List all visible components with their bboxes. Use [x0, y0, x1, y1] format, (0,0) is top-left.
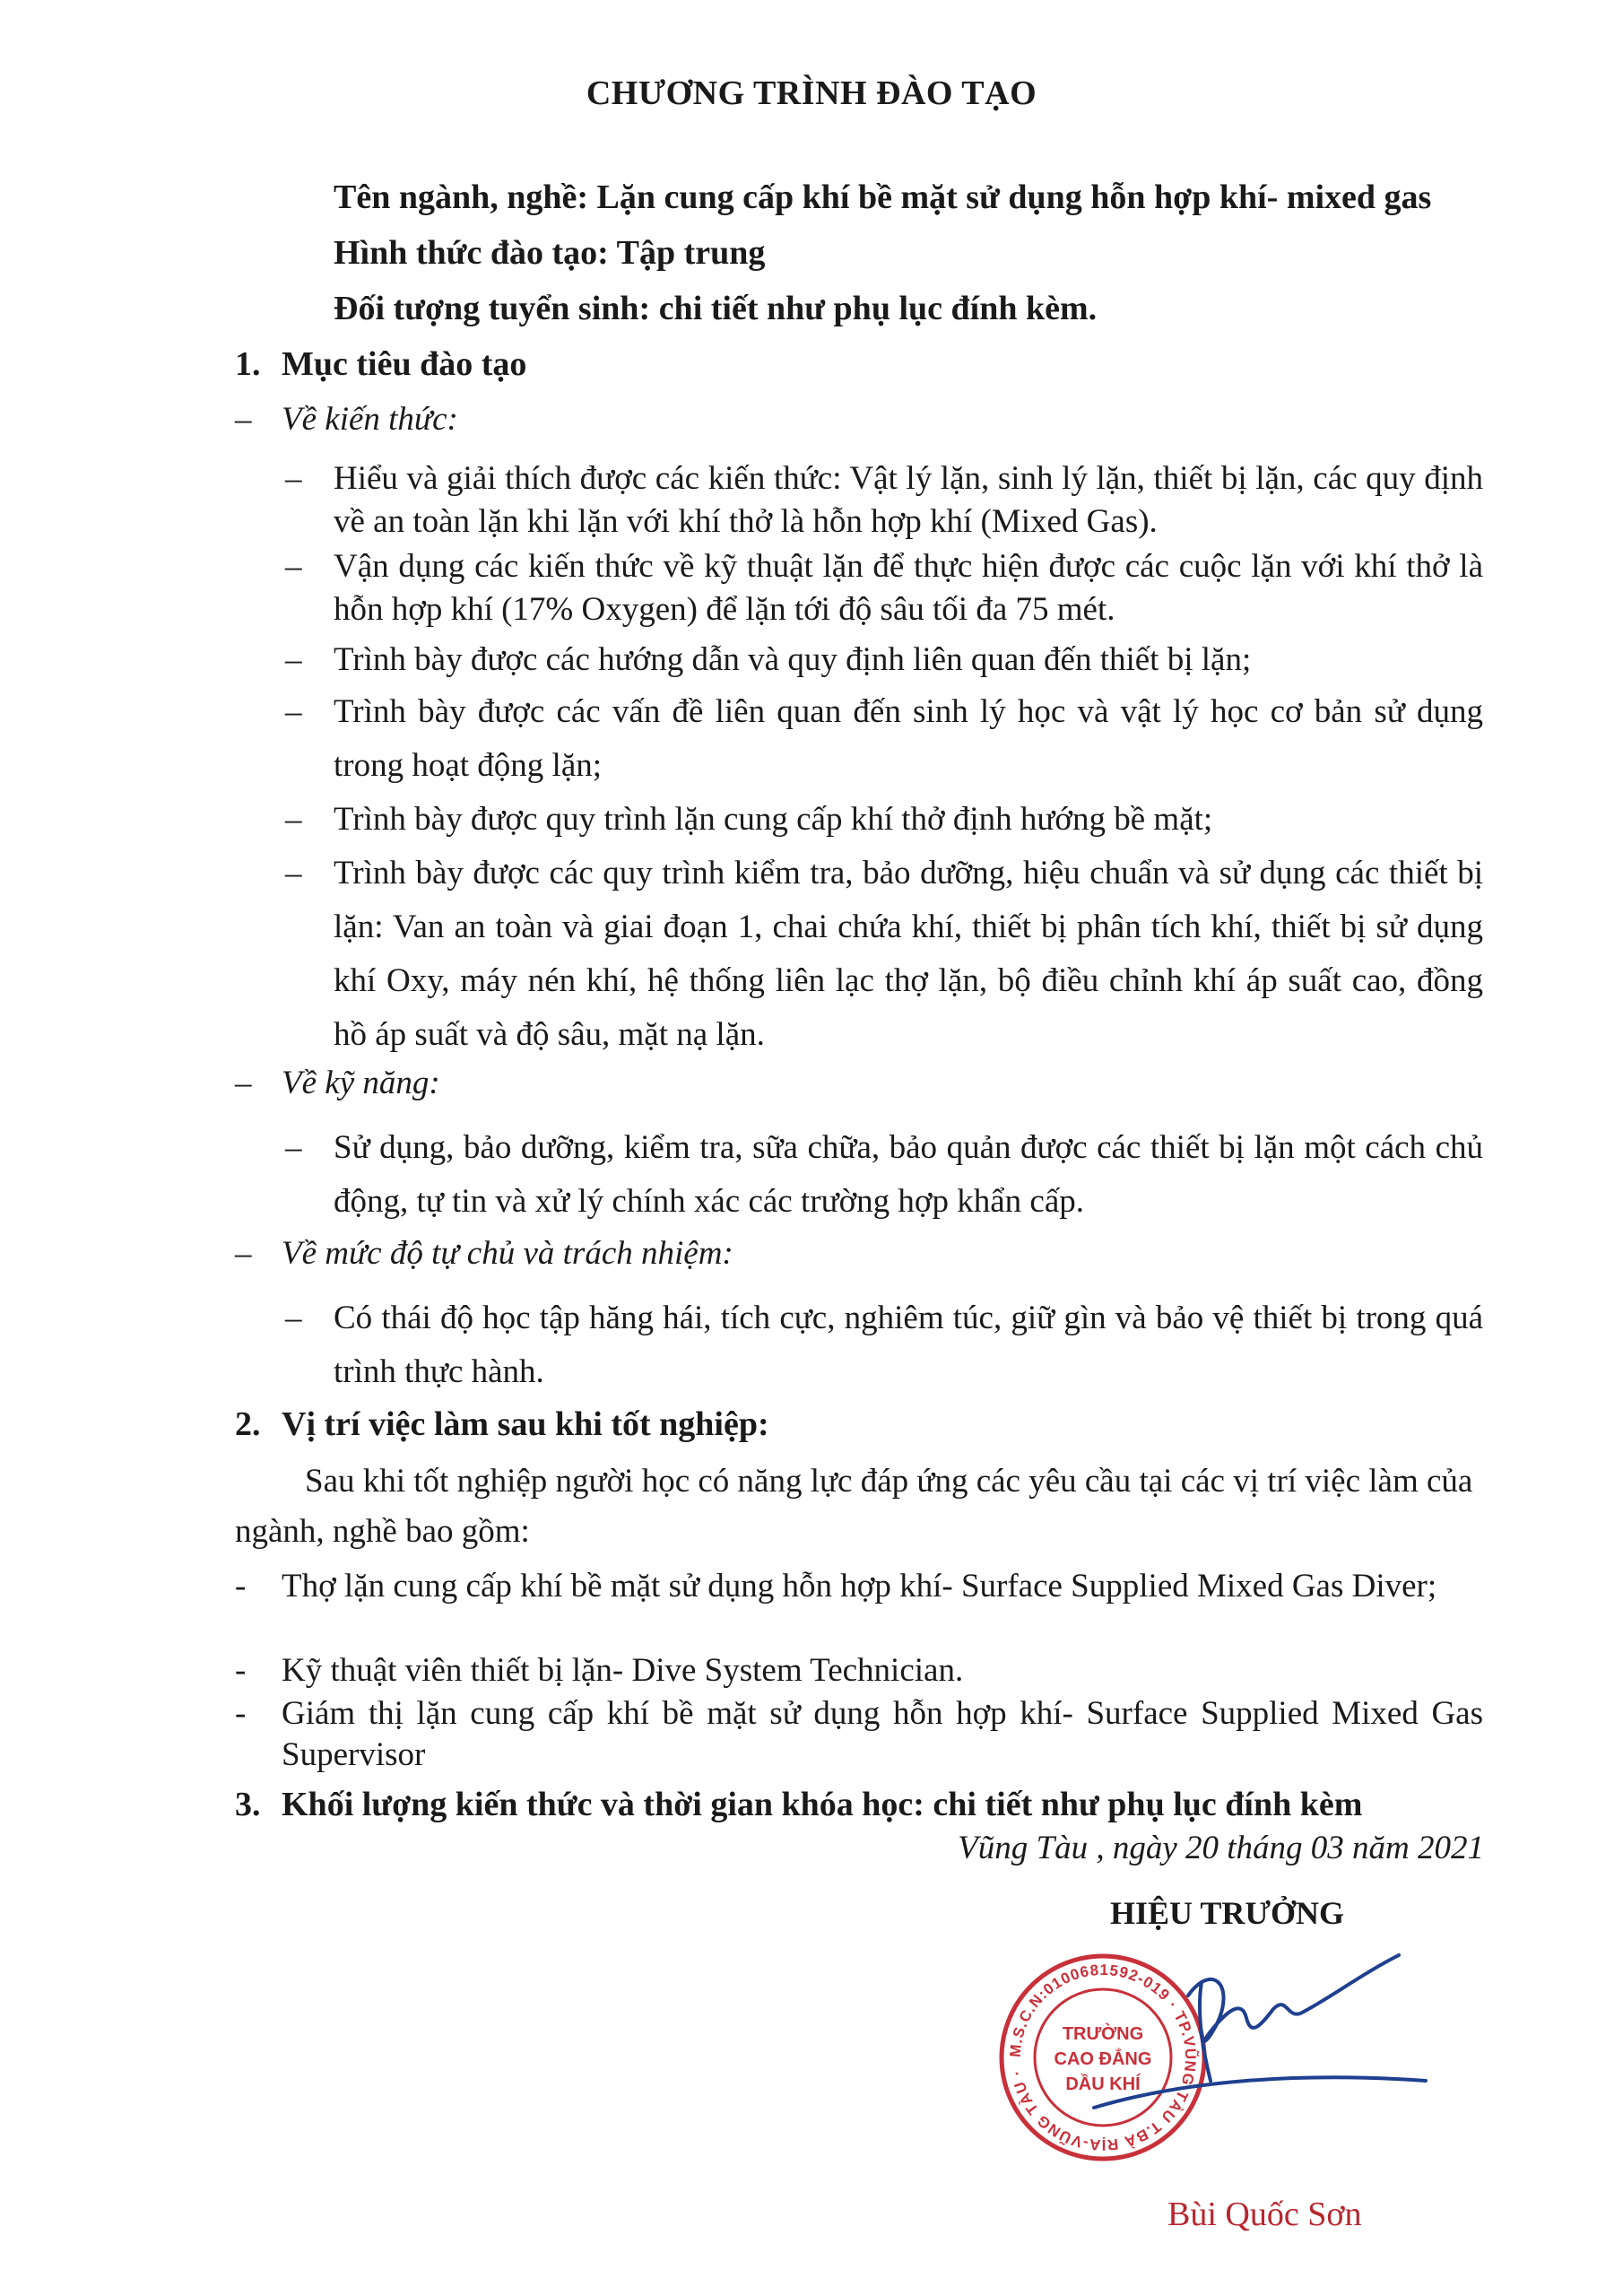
stamp-line-3: DẦU KHÍ — [1065, 2074, 1141, 2094]
handwritten-signature — [1076, 1946, 1435, 2170]
section-number: 2. — [235, 1405, 261, 1443]
item-text: Giám thị lặn cung cấp khí bề mặt sử dụng hỗn hợp khí- Surface Supplied Mixed Gas Supervisor — [282, 1695, 1483, 1773]
training-form: Hình thức đào tạo: Tập trung — [334, 234, 766, 272]
item-text: Trình bày được quy trình lặn cung cấp khí thở định hướng bề mặt; — [334, 801, 1213, 838]
item-text: Trình bày được các hướng dẫn và quy định liên quan đến thiết bị lặn; — [334, 641, 1252, 678]
dash-bullet: – — [285, 855, 302, 891]
knowledge-item — [285, 793, 1483, 847]
section-3-heading — [235, 1785, 1362, 1824]
knowledge-item — [285, 545, 1483, 631]
principal-title: HIỆU TRƯỞNG — [1110, 1895, 1345, 1931]
item-text: Vận dụng các kiến thức về kỹ thuật lặn để thực hiện được các cuộc lặn với khí thở là hỗn hợp khí (17% Oxygen) để lặn tới độ sâu tối đa 75 mét. — [334, 548, 1483, 628]
dash-bullet: – — [285, 801, 302, 838]
document-title: CHƯƠNG TRÌNH ĐÀO TẠO — [586, 74, 1037, 112]
job-item — [235, 1693, 1483, 1776]
item-text: Có thái độ học tập hăng hái, tích cực, nghiêm túc, giữ gìn và bảo vệ thiết bị trong quá trình thực hành. — [334, 1300, 1483, 1390]
dash-bullet: – — [285, 548, 302, 585]
knowledge-item — [285, 847, 1483, 1062]
skills-label — [235, 1064, 440, 1102]
section-1-heading — [235, 344, 526, 384]
dash-bullet: – — [235, 401, 252, 438]
dash-bullet: - — [235, 1652, 247, 1689]
item-text: Hiểu và giải thích được các kiến thức: Vật lý lặn, sinh lý lặn, thiết bị lặn, các quy định về an toàn lặn khi lặn với khí thở là hỗn hợp khí (Mixed Gas). — [334, 460, 1483, 540]
subheading-text: Về mức độ tự chủ và trách nhiệm: — [282, 1235, 733, 1272]
job-item — [235, 1566, 1483, 1607]
knowledge-item — [285, 457, 1483, 544]
item-text: Trình bày được các quy trình kiểm tra, bảo dưỡng, hiệu chuẩn và sử dụng các thiết bị lặn: Van an toàn và giai đoạn 1, chai chứa khí, thiết bị phân tích khí, thiết bị sử dụng khí Oxy, máy nén khí, hệ thống liên lạc thợ lặn, bộ điều chỉnh khí áp suất cao, đồng hồ áp suất và độ sâu, mặt nạ lặn. — [334, 855, 1483, 1053]
section-title: Mục tiêu đào tạo — [282, 345, 527, 383]
knowledge-label — [235, 400, 458, 439]
major-name: Tên ngành, nghề: Lặn cung cấp khí bề mặt sử dụng hỗn hợp khí- mixed gas — [334, 178, 1432, 216]
dash-bullet: – — [285, 693, 302, 730]
section-number: 1. — [235, 345, 261, 383]
section-title: Khối lượng kiến thức và thời gian khóa học: chi tiết như phụ lục đính kèm — [282, 1786, 1363, 1823]
item-text: Trình bày được các vấn đề liên quan đến sinh lý học và vật lý học cơ bản sử dụng trong hoạt động lặn; — [334, 693, 1483, 784]
dash-bullet: – — [285, 460, 302, 497]
skills-item — [285, 1121, 1483, 1229]
stamp-ring-text: M.S.C.N:0100681592-019 · TP.VŨNG TÀU T.BÀ RỊA-VŨNG TÀU · — [1006, 1961, 1200, 2154]
autonomy-label — [235, 1234, 733, 1273]
subheading-text: Về kỹ năng: — [282, 1065, 440, 1101]
subheading-text: Về kiến thức: — [282, 401, 458, 438]
dash-bullet: - — [235, 1568, 247, 1605]
item-text: Sử dụng, bảo dưỡng, kiểm tra, sữa chữa, bảo quản được các thiết bị lặn một cách chủ động, tự tin và xử lý chính xác các trường hợp khẩn cấp. — [334, 1129, 1483, 1220]
signer-name: Bùi Quốc Sơn — [1167, 2196, 1362, 2233]
autonomy-item — [285, 1292, 1483, 1399]
knowledge-item — [285, 633, 1483, 687]
stamp-line-2: CAO ĐẲNG — [1054, 2049, 1152, 2069]
dash-bullet: – — [285, 641, 302, 678]
section-2-heading — [235, 1405, 769, 1444]
dash-bullet: - — [235, 1695, 247, 1732]
section-title: Vị trí việc làm sau khi tốt nghiệp: — [282, 1405, 769, 1443]
section-2-intro: Sau khi tốt nghiệp người học có năng lực đáp ứng các yêu cầu tại các vị trí việc làm của ngành, nghề bao gồm: — [235, 1463, 1473, 1550]
item-text: Thợ lặn cung cấp khí bề mặt sử dụng hỗn hợp khí- Surface Supplied Mixed Gas Diver; — [282, 1568, 1437, 1605]
stamp-line-1: TRƯỜNG — [1062, 2024, 1144, 2044]
knowledge-item — [285, 685, 1483, 793]
dash-bullet: – — [235, 1065, 252, 1101]
dash-bullet: – — [285, 1300, 302, 1336]
enrollment-target: Đối tượng tuyển sinh: chi tiết như phụ lục đính kèm. — [334, 290, 1098, 327]
signing-date: Vũng Tàu , ngày 20 tháng 03 năm 2021 — [958, 1830, 1484, 1866]
item-text: Kỹ thuật viên thiết bị lặn- Dive System Technician. — [282, 1652, 964, 1689]
section-number: 3. — [235, 1786, 261, 1823]
job-item — [235, 1650, 1483, 1692]
dash-bullet: – — [285, 1129, 302, 1166]
dash-bullet: – — [235, 1235, 252, 1272]
